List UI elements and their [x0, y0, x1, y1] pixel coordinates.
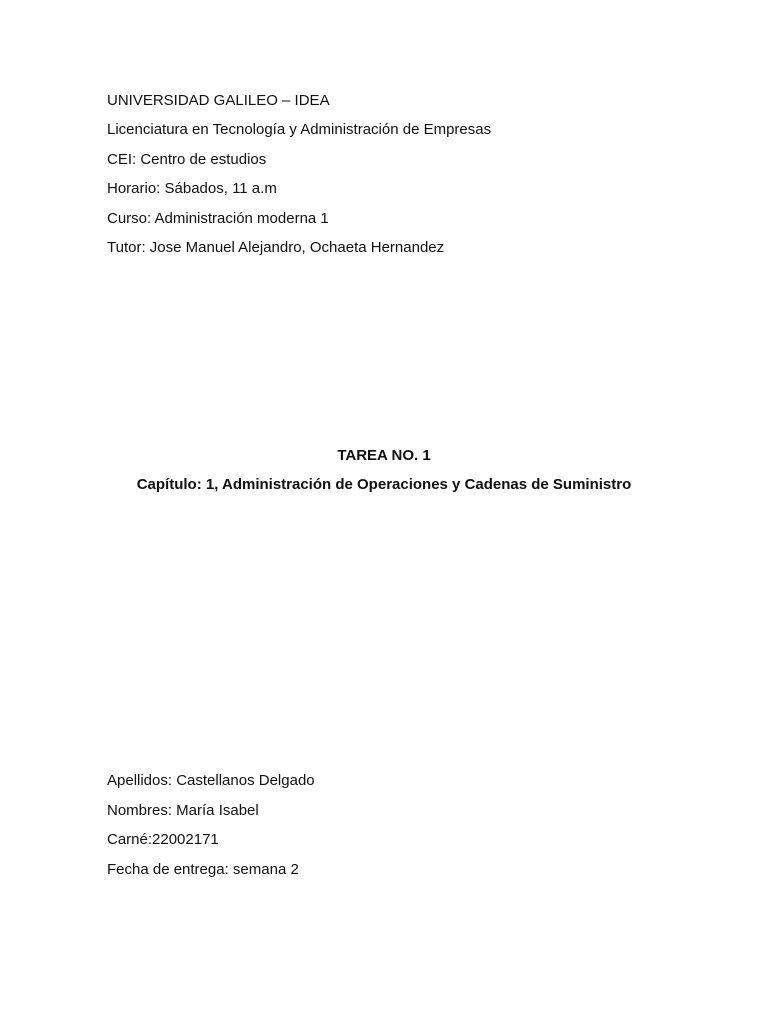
due-date: Fecha de entrega: semana 2 — [107, 861, 299, 878]
study-center: CEI: Centro de estudios — [107, 151, 267, 168]
degree-program: Licenciatura en Tecnología y Administración de Empresas — [107, 121, 492, 138]
schedule: Horario: Sábados, 11 a.m — [107, 180, 277, 197]
university-name: UNIVERSIDAD GALILEO – IDEA — [107, 92, 330, 109]
student-id: Carné:22002171 — [107, 831, 219, 848]
tutor-name: Tutor: Jose Manuel Alejandro, Ochaeta Hernandez — [107, 239, 445, 256]
student-first-names: Nombres: María Isabel — [107, 802, 259, 819]
student-surnames: Apellidos: Castellanos Delgado — [107, 772, 315, 789]
chapter-title: Capítulo: 1, Administración de Operaciones y Cadenas de Suministro — [136, 476, 632, 493]
assignment-title: TAREA NO. 1 — [337, 447, 431, 464]
course-name: Curso: Administración moderna 1 — [107, 210, 329, 227]
